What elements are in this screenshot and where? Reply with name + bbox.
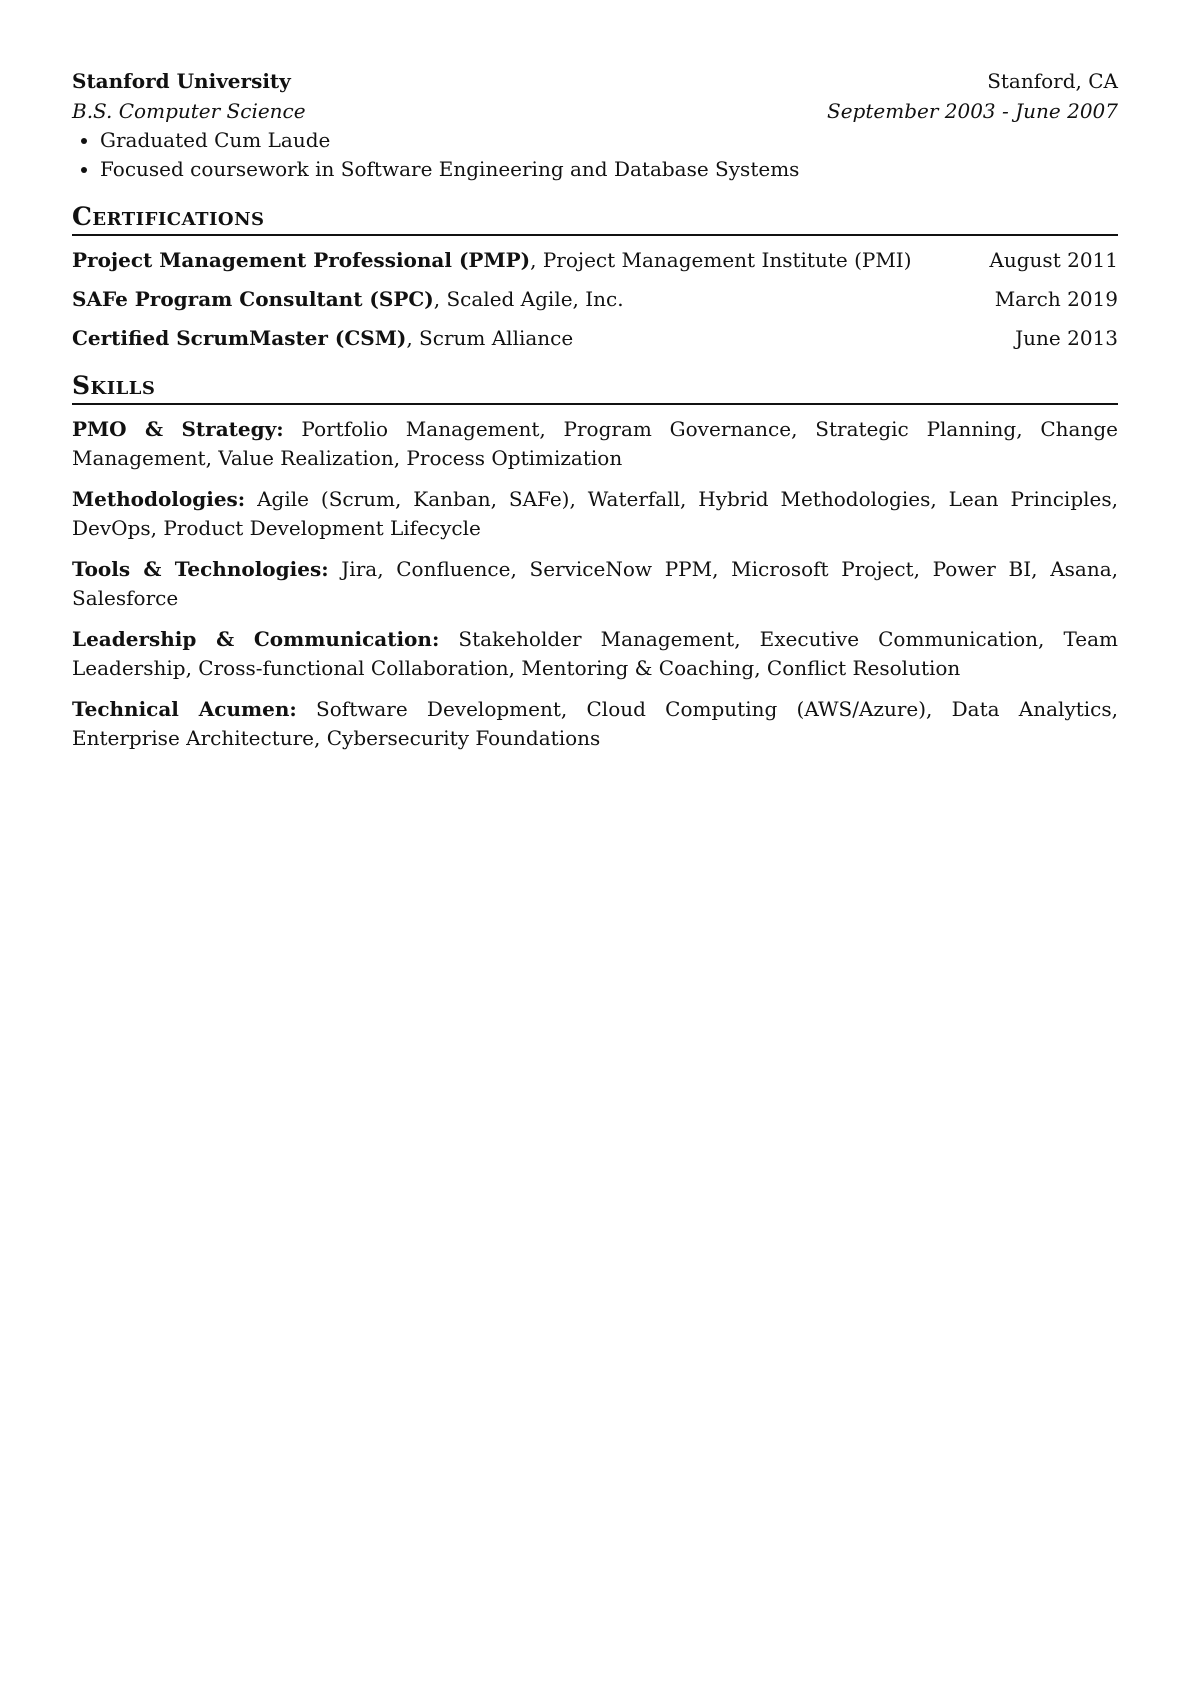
certification-text: [72, 284, 624, 314]
certification-row: [72, 323, 1118, 353]
education-header-row: [72, 66, 1118, 96]
skill-label: PMO & Strategy:: [72, 417, 284, 441]
certifications-list: [72, 245, 1118, 353]
skills-list: [72, 415, 1118, 753]
certification-date: March 2019: [994, 287, 1118, 311]
skill-category: [72, 695, 1118, 753]
skills-heading: Skills: [72, 371, 1118, 405]
resume-page: [72, 66, 1118, 765]
skill-label: Methodologies:: [72, 487, 246, 511]
certification-name: Project Management Professional (PMP): [72, 248, 531, 272]
skill-values: Agile (Scrum, Kanban, SAFe), Waterfall, Hybrid Methodologies, Lean Principles, DevOps, Product Development Lifecycle: [72, 487, 1118, 540]
certification-issuer: , Scrum Alliance: [406, 326, 574, 350]
degree: B.S. Computer Science: [72, 99, 306, 123]
skill-label: Tools & Technologies:: [72, 557, 329, 581]
skill-values: Stakeholder Management, Executive Communication, Team Leadership, Cross-functional Collaboration, Mentoring & Coaching, Conflict Resolution: [72, 627, 1118, 680]
certification-row: [72, 284, 1118, 314]
education-degree-row: [72, 96, 1118, 126]
certification-text: [72, 245, 912, 275]
certification-name: SAFe Program Consultant (SPC): [72, 287, 434, 311]
list-item: • Graduated Cum Laude: [100, 126, 1118, 155]
certification-date: June 2013: [1015, 326, 1118, 350]
certification-date: August 2011: [989, 248, 1118, 272]
skill-category: [72, 625, 1118, 683]
skill-category: [72, 555, 1118, 613]
skill-label: Technical Acumen:: [72, 697, 297, 721]
list-item: • Focused coursework in Software Engineering and Database Systems: [100, 155, 1118, 184]
certifications-heading: Certifications: [72, 202, 1118, 236]
skill-values: Jira, Confluence, ServiceNow PPM, Microsoft Project, Power BI, Asana, Salesforce: [72, 557, 1118, 610]
certification-row: [72, 245, 1118, 275]
school-name: Stanford University: [72, 69, 291, 93]
education-bullets: [72, 126, 1118, 184]
skill-label: Leadership & Communication:: [72, 627, 440, 651]
certification-issuer: , Project Management Institute (PMI): [530, 248, 912, 272]
education-dates: September 2003 - June 2007: [827, 99, 1118, 123]
certification-text: [72, 323, 573, 353]
certification-name: Certified ScrumMaster (CSM): [72, 326, 407, 350]
skill-category: [72, 415, 1118, 473]
education-entry: [72, 66, 1118, 184]
skill-values: Software Development, Cloud Computing (AWS/Azure), Data Analytics, Enterprise Architecture, Cybersecurity Foundations: [72, 697, 1118, 750]
skill-values: Portfolio Management, Program Governance, Strategic Planning, Change Management, Value Realization, Process Optimization: [72, 417, 1118, 470]
skill-category: [72, 485, 1118, 543]
certification-issuer: , Scaled Agile, Inc.: [433, 287, 624, 311]
school-location: Stanford, CA: [987, 69, 1118, 93]
